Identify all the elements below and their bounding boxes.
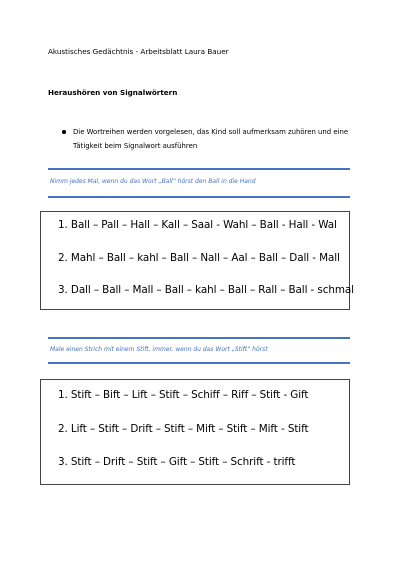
worksheet-title: Akustisches Gedächtnis - Arbeitsblatt Laura Bauer — [48, 47, 229, 56]
exercise-2-box — [40, 379, 350, 485]
bullet-text: Die Wortreihen werden vorgelesen, das Kind soll aufmerksam zuhören und eine Tätigkeit beim Signalwort ausführen — [73, 128, 349, 150]
divider-bottom-2 — [48, 362, 350, 364]
exercise-1-line-2: 2. Mahl – Ball – kahl – Ball – Nall – Aal – Ball – Dall - Mall — [58, 252, 340, 264]
divider-bottom-1 — [48, 196, 350, 198]
exercise-2-instruction: Male einen Strich mit einem Stift, immer, wenn du das Wort „Stift“ hörst — [50, 346, 268, 353]
divider-top-1 — [48, 168, 350, 170]
exercise-2-line-1: 1. Stift – Bift – Lift – Stift – Schiff – Riff – Stift - Gift — [58, 389, 309, 401]
bullet-icon — [62, 130, 66, 134]
exercise-1-box — [40, 211, 354, 310]
exercise-1-line-3: 3. Dall – Ball – Mall – Ball – kahl – Ball – Rall – Ball - schmal — [58, 284, 354, 296]
section-heading: Heraushören von Signalwörtern — [48, 88, 178, 97]
exercise-2-line-2: 2. Lift – Stift – Drift – Stift – Mift – Stift – Mift - Stift — [58, 423, 309, 435]
exercise-1-line-1: 1. Ball – Pall – Hall – Kall – Saal - Wahl – Ball - Hall - Wal — [58, 219, 337, 231]
divider-top-2 — [48, 337, 350, 339]
instruction-bullet — [62, 125, 372, 153]
exercise-1-instruction: Nimm jedes Mal, wenn du das Wort „Ball“ hörst den Ball in die Hand — [50, 178, 256, 185]
exercise-2-line-3: 3. Stift – Drift – Stift – Gift – Stift – Schrift - trifft — [58, 456, 296, 468]
